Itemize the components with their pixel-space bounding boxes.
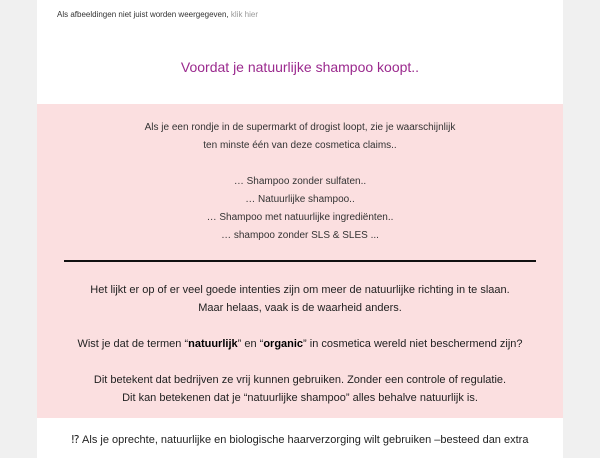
term-organic: organic [263,338,304,350]
term-natuurlijk: natuurlijk [188,338,238,350]
header [37,24,563,104]
intro-line: Als je een rondje in de supermarkt of drogist loopt, zie je waarschijnlijk [144,122,456,133]
intro-line: ten minste één van deze cosmetica claims.. [203,140,397,151]
bottom-section [37,418,563,458]
paragraph-meaning: Dit betekent dat bedrijven ze vrij kunnen gebruiken. Zonder een controle of regulatie. Dit kan betekenen dat je “natuurlijke shampoo” alles behalve natuurlijk is. [93,374,507,404]
body-section [37,266,563,418]
view-online-link[interactable]: klik hier [230,10,259,19]
paragraph-intentions: Het lijkt er op of er veel goede intenties zijn om meer de natuurlijke richting in te slaan. Maar helaas, vaak is de waarheid anders. [90,284,510,314]
preheader-text: Als afbeeldingen niet juist worden weergegeven, klik hier [57,10,259,19]
intro-lines [37,119,563,245]
intro-section [37,104,563,254]
email-title: Voordat je natuurlijke shampoo koopt.. [180,59,420,75]
exclamation-question-icon: ⁉ [71,434,80,446]
intro-line: … Shampoo met natuurlijke ingrediënten.. [206,212,394,223]
intro-line: … Shampoo zonder sulfaten.. [233,176,367,187]
divider-line [64,260,536,262]
divider-section [37,254,563,266]
intro-line: … Natuurlijke shampoo.. [245,194,355,205]
preheader [37,0,563,24]
paragraph-terms: Wist je dat de termen “natuurlijk” en “organic” in cosmetica wereld niet beschermend zijn? [77,338,523,350]
intro-line [37,155,563,173]
bottom-text: ⁉ Als je oprechte, natuurlijke en biologische haarverzorging wilt gebruiken –besteed dan extra [71,434,529,446]
intro-line: … shampoo zonder SLS & SLES ... [221,230,379,241]
